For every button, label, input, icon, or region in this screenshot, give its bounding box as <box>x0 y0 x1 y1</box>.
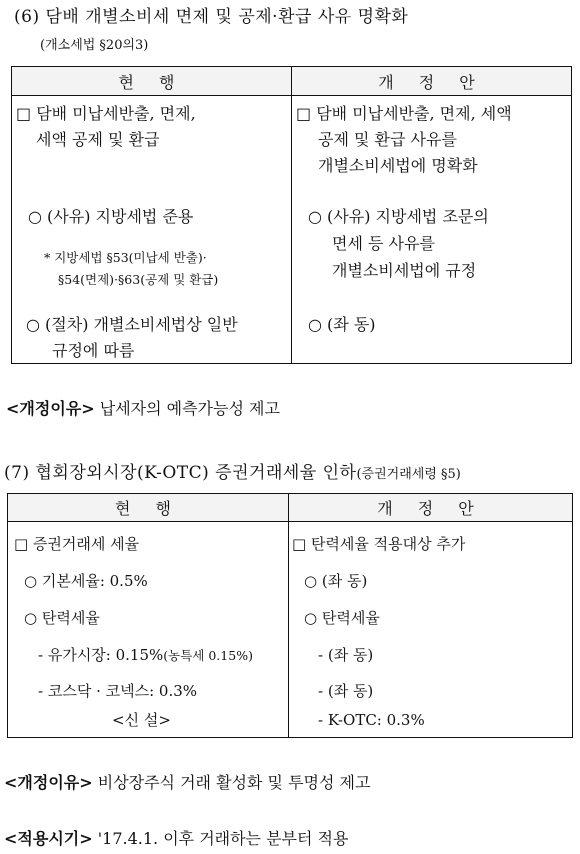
current-item1: □ 증권거래세 세율 <box>14 535 140 553</box>
proposed-item2: ○ (좌 동) <box>304 572 368 590</box>
column-divider <box>291 67 292 363</box>
current-item2: ○ (사유) 지방세법 준용 <box>28 207 194 226</box>
proposed-item3: ○ (좌 동) <box>308 315 376 334</box>
column-divider <box>288 494 289 737</box>
current-item6: <신 설> <box>112 711 171 729</box>
current-item2: ○ 기본세율: 0.5% <box>24 572 148 590</box>
header-current: 현 행 <box>115 499 181 518</box>
current-note-line2: §54(면제)·§63(공제 및 환급) <box>58 272 219 287</box>
proposed-item1-line2: 공제 및 환급 사유를 <box>318 130 457 149</box>
current-item4-note: (농특세 0.15%) <box>163 648 253 663</box>
proposed-item1-line3: 개별소비세법에 명확화 <box>318 156 478 175</box>
section6-reason <box>6 396 280 419</box>
section7-effective-text: '17.4.1. 이후 거래하는 분부터 적용 <box>97 829 349 848</box>
current-item1-line1: □ 담배 미납세반출, 면제, <box>16 104 196 123</box>
header-proposed: 개 정 안 <box>377 499 484 518</box>
current-item3-line1: ○ (절차) 개별소비세법상 일반 <box>26 315 238 334</box>
current-note-line1: * 지방세법 §53(미납세 반출)· <box>44 250 207 265</box>
section6-table <box>11 66 572 364</box>
section7-reason-label: <개정이유> <box>4 773 93 792</box>
section7-effective <box>4 826 348 849</box>
proposed-item3: ○ 탄력세율 <box>304 609 380 627</box>
current-item4-text: - 유가시장: 0.15% <box>38 646 164 664</box>
header-proposed: 개 정 안 <box>378 72 485 92</box>
section6-reason-label: <개정이유> <box>6 399 95 418</box>
section7-heading <box>4 458 461 483</box>
proposed-item1: □ 탄력세율 적용대상 추가 <box>292 535 466 553</box>
proposed-item2-line2: 면세 등 사유를 <box>332 234 435 253</box>
current-item4 <box>38 643 253 668</box>
proposed-item2-line3: 개별소비세법에 규정 <box>332 261 477 280</box>
section7-table <box>7 493 573 738</box>
current-item1-line2: 세액 공제 및 환급 <box>36 130 160 149</box>
header-current: 현 행 <box>118 72 185 92</box>
current-item5: - 코스닥 · 코넥스: 0.3% <box>38 682 198 700</box>
proposed-item2-line1: ○ (사유) 지방세법 조문의 <box>308 207 489 226</box>
section7-title-note: (증권거래세령 §5) <box>356 467 461 482</box>
section7-reason-text: 비상장주식 거래 활성화 및 투명성 제고 <box>97 773 371 792</box>
proposed-item1-line1: □ 담배 미납세반출, 면제, 세액 <box>296 104 512 123</box>
section6-reason-text: 납세자의 예측가능성 제고 <box>99 399 280 418</box>
proposed-item5: - (좌 동) <box>318 682 374 700</box>
section7-effective-label: <적용시기> <box>4 829 93 848</box>
proposed-item6: - K-OTC: 0.3% <box>318 711 425 729</box>
section7-title: (7) 협회장외시장(K-OTC) 증권거래세율 인하 <box>4 463 357 483</box>
section6-subtitle: (개소세법 §20의3) <box>40 38 149 53</box>
current-item3-line2: 규정에 따름 <box>52 341 135 360</box>
proposed-item4: - (좌 동) <box>318 646 374 664</box>
current-item3: ○ 탄력세율 <box>24 609 100 627</box>
section6-title: (6) 담배 개별소비세 면제 및 공제·환급 사유 명확화 <box>14 7 409 27</box>
section7-table-header <box>8 494 572 522</box>
section7-reason <box>4 770 370 793</box>
